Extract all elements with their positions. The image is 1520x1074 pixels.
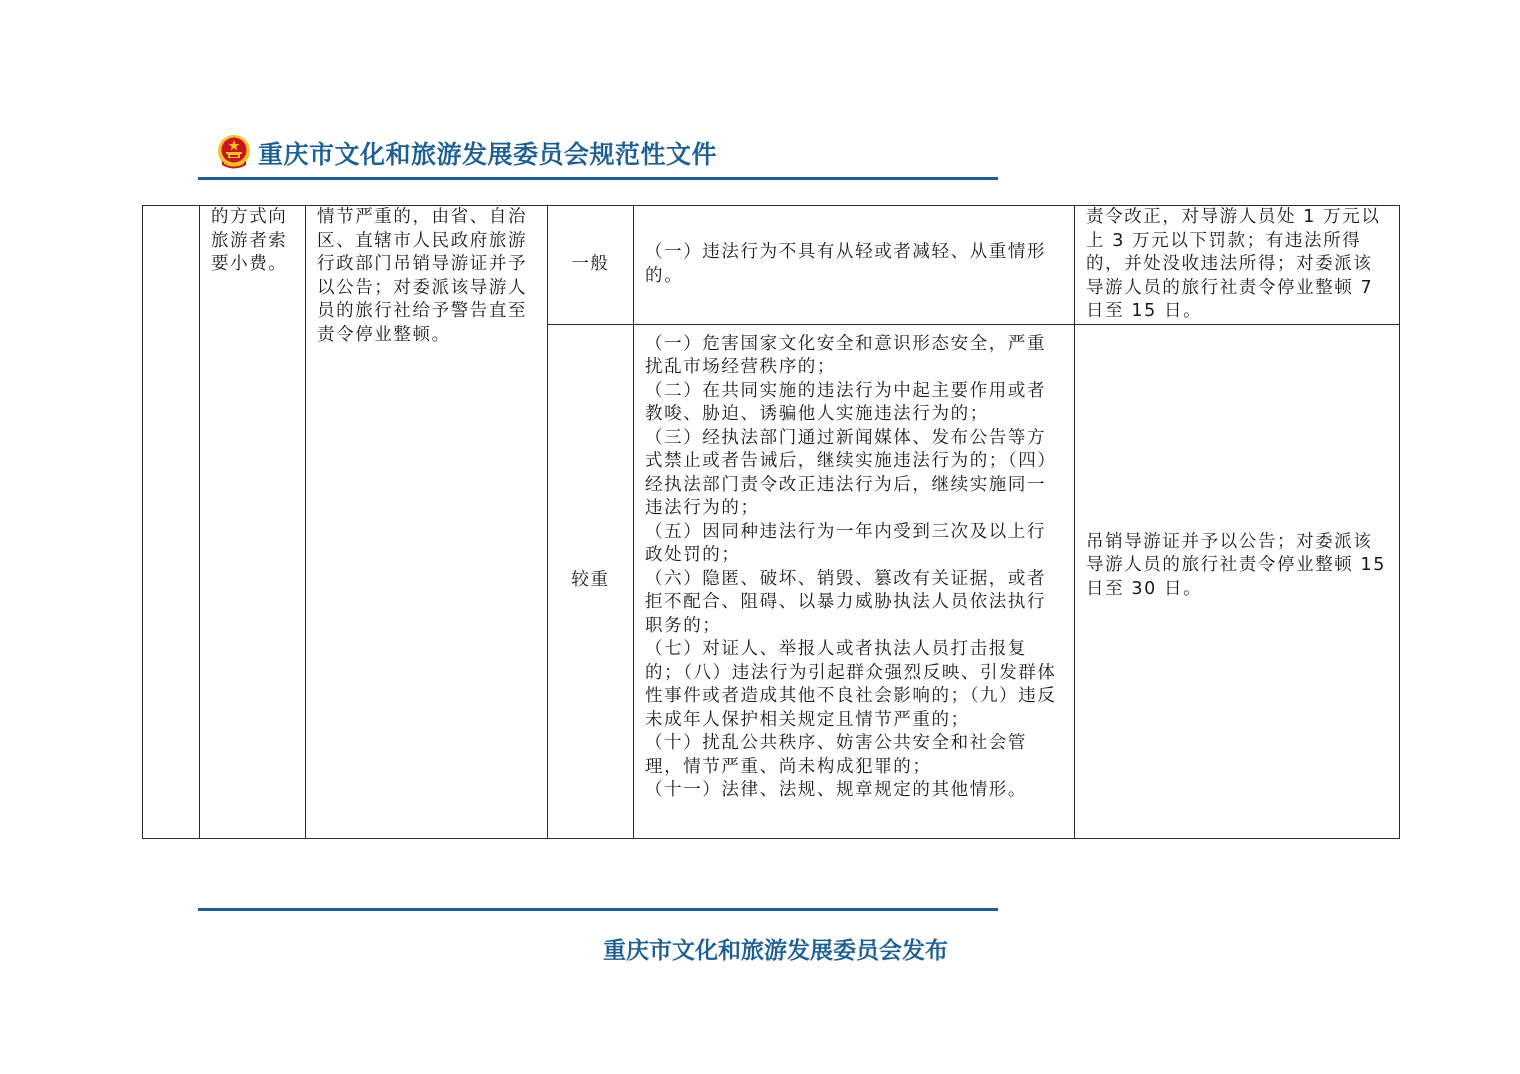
behavior-text: 的方式向旅游者索要小费。 [211,207,288,274]
national-emblem-icon [216,134,252,172]
table-cell-level [548,206,634,325]
circumstance-item: （一）违法行为不具有从轻或者减轻、从重情形的。 [645,242,1047,286]
table-cell-penalty [1075,206,1400,325]
circumstance-item: （一）危害国家文化安全和意识形态安全，严重扰乱市场经营秩序的； [645,333,1047,377]
penalty-text: 吊销导游证并予以公告；对委派该导游人员的旅行社责令停业整顿 15 日至 30 日。 [1086,531,1387,599]
circumstance-item: （十）扰乱公共秩序、妨害公共安全和社会管理，情节严重、尚未构成犯罪的； [645,733,1027,777]
header-divider [198,177,998,180]
circumstance-item: （三）经执法部门通过新闻媒体、发布公告等方式禁止或者告诫后，继续实施违法行为的；（四）经执法部门责令改正违法行为后，继续实施同一违法行为的； [645,427,1057,518]
table-cell-index [143,206,200,839]
penalty-text: 责令改正，对导游人员处 1 万元以上 3 万元以下罚款；有违法所得的，并处没收违法所得；对委派该导游人员的旅行社责令停业整顿 7 日至 15 日。 [1086,207,1381,321]
document-header [216,133,717,173]
table-cell-circumstances [634,206,1075,325]
circumstance-item: （十一）法律、法规、规章规定的其他情形。 [645,780,1027,800]
level-label: 较重 [571,570,610,591]
table-cell-circumstances [634,324,1075,838]
table-cell-behavior [200,206,306,839]
legal-basis-text: 情节严重的，由省、自治区、直辖市人民政府旅游行政部门吊销导游证并予以公告；对委派该导游人员的旅行社给予警告直至责令停业整顿。 [317,207,528,345]
table-cell-legal-basis [306,206,548,839]
penalty-table [142,205,1400,839]
circumstance-item: （七）对证人、举报人或者执法人员打击报复的；（八）违法行为引起群众强烈反映、引发群体性事件或者造成其他不良社会影响的；（九）违反未成年人保护相关规定且情节严重的； [645,639,1057,730]
table-cell-penalty [1075,324,1400,838]
footer-publisher: 重庆市文化和旅游发展委员会发布 [603,937,948,964]
level-label: 一般 [571,254,610,274]
circumstance-item: （二）在共同实施的违法行为中起主要作用或者教唆、胁迫、诱骗他人实施违法行为的； [645,380,1047,424]
footer-divider [198,908,998,911]
header-title: 重庆市文化和旅游发展委员会规范性文件 [258,140,718,169]
table-row [143,206,1400,325]
circumstance-item: （五）因同种违法行为一年内受到三次及以上行政处罚的； [645,521,1047,565]
table-cell-level [548,324,634,838]
circumstance-item: （六）隐匿、破坏、销毁、篡改有关证据，或者拒不配合、阻碍、以暴力威胁执法人员依法执行职务的； [645,568,1047,636]
